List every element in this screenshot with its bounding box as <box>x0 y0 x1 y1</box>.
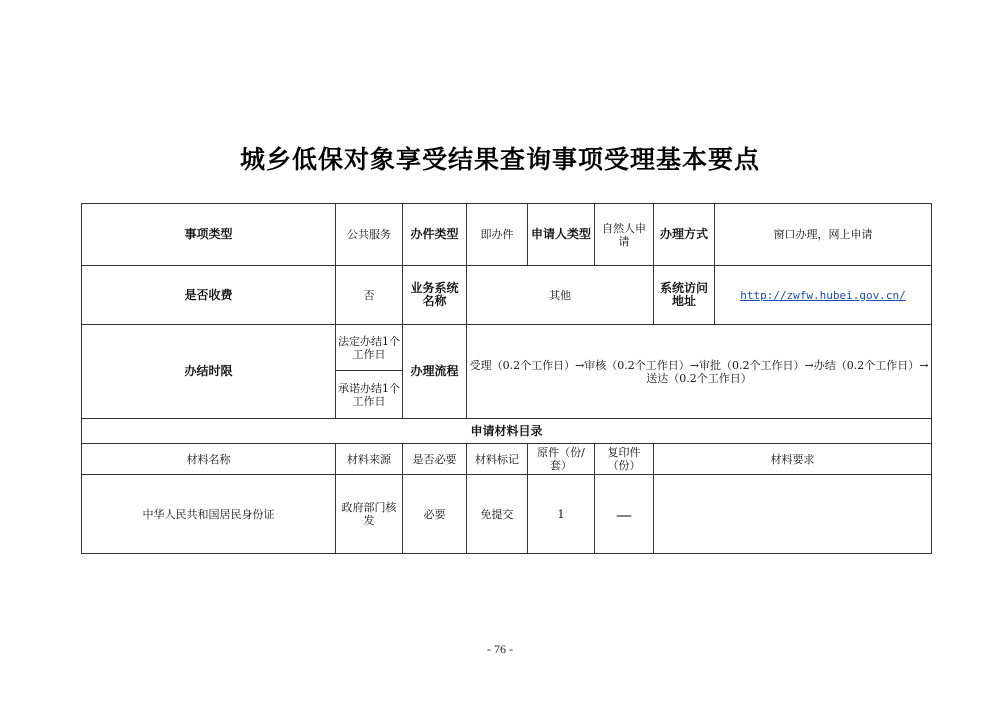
table-row <box>82 475 932 554</box>
item-type-label: 事项类型 <box>82 204 336 266</box>
fee-value: 否 <box>336 266 403 325</box>
applicant-type-label: 申请人类型 <box>528 204 595 266</box>
header-copy: 复印件（份） <box>595 444 654 475</box>
handle-type-value: 即办件 <box>467 204 528 266</box>
material-required: 必要 <box>403 475 467 554</box>
material-name: 中华人民共和国居民身份证 <box>82 475 336 554</box>
header-original: 原件（份/套） <box>528 444 595 475</box>
process-label: 办理流程 <box>403 325 467 419</box>
material-source: 政府部门核发 <box>336 475 403 554</box>
row-materials-title <box>82 419 932 444</box>
header-material-source: 材料来源 <box>336 444 403 475</box>
material-original: 1 <box>528 475 595 554</box>
material-mark: 免提交 <box>467 475 528 554</box>
header-material-name: 材料名称 <box>82 444 336 475</box>
row-fee <box>82 266 932 325</box>
system-url-cell <box>715 266 932 325</box>
page-title: 城乡低保对象享受结果查询事项受理基本要点 <box>239 145 760 174</box>
header-mark: 材料标记 <box>467 444 528 475</box>
header-required: 是否必要 <box>403 444 467 475</box>
process-value: 受理（0.2个工作日）→审核（0.2个工作日）→审批（0.2个工作日）→办结（0.2个工作日）→送达（0.2个工作日） <box>467 325 932 419</box>
materials-section-title: 申请材料目录 <box>82 419 932 444</box>
promised-deadline: 承诺办结1个工作日 <box>336 371 403 419</box>
header-requirement: 材料要求 <box>654 444 932 475</box>
legal-deadline: 法定办结1个工作日 <box>336 325 403 371</box>
material-copy: — <box>595 475 654 554</box>
page-number: - 76 - <box>487 642 513 656</box>
system-url-link[interactable]: http://zwfw.hubei.gov.cn/ <box>740 288 906 302</box>
applicant-type-value: 自然人申请 <box>595 204 654 266</box>
item-type-value: 公共服务 <box>336 204 403 266</box>
service-info-table <box>81 203 932 554</box>
materials-header-row <box>82 444 932 475</box>
system-name-value: 其他 <box>467 266 654 325</box>
row-item-type <box>82 204 932 266</box>
handle-method-value: 窗口办理，网上申请 <box>715 204 932 266</box>
system-name-label: 业务系统名称 <box>403 266 467 325</box>
row-deadline-legal <box>82 325 932 371</box>
handle-method-label: 办理方式 <box>654 204 715 266</box>
handle-type-label: 办件类型 <box>403 204 467 266</box>
deadline-label: 办结时限 <box>82 325 336 419</box>
fee-label: 是否收费 <box>82 266 336 325</box>
system-url-label: 系统访问地址 <box>654 266 715 325</box>
material-requirement <box>654 475 932 554</box>
